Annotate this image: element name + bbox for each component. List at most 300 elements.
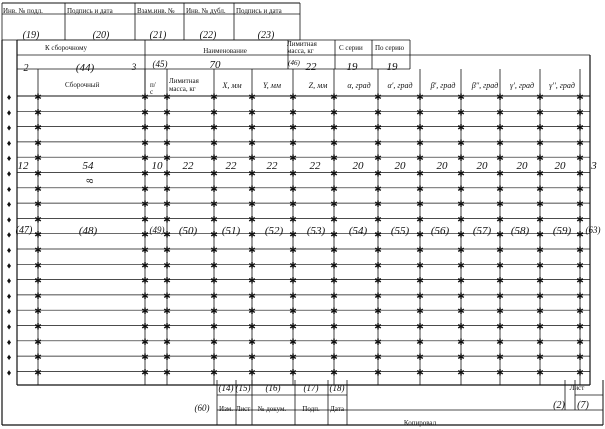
asterisk-mark: ✱ — [210, 229, 218, 240]
asterisk-mark: ✱ — [576, 122, 584, 133]
asterisk-mark: ✱ — [141, 321, 149, 332]
asterisk-mark: ✱ — [34, 275, 42, 286]
asterisk-mark: ✱ — [374, 199, 382, 210]
asterisk-mark: ✱ — [416, 153, 424, 164]
asterisk-mark: ✱ — [576, 352, 584, 363]
asterisk-mark: ✱ — [496, 290, 504, 301]
asterisk-mark: ✱ — [248, 183, 256, 194]
asterisk-mark: ✱ — [496, 199, 504, 210]
asterisk-mark: ✱ — [374, 275, 382, 286]
code-53: (53) — [306, 225, 326, 237]
asterisk-mark: ✱ — [496, 306, 504, 317]
asterisk-mark: ✱ — [141, 260, 149, 271]
asterisk-mark: ✱ — [330, 107, 338, 118]
asterisk-mark: ✱ — [496, 122, 504, 133]
row-diamond-mark: ♦ — [6, 137, 12, 148]
asterisk-mark: ✱ — [34, 321, 42, 332]
width-20c: 20 — [436, 160, 448, 172]
asterisk-mark: ✱ — [330, 290, 338, 301]
asterisk-mark: ✱ — [576, 290, 584, 301]
asterisk-mark: ✱ — [457, 336, 465, 347]
asterisk-mark: ✱ — [457, 306, 465, 317]
width-20f: 20 — [554, 160, 566, 172]
width-22a: 22 — [182, 160, 194, 172]
asterisk-mark: ✱ — [457, 92, 465, 102]
header-name: Наименование — [203, 47, 247, 55]
asterisk-mark: ✱ — [289, 183, 297, 194]
asterisk-mark: ✱ — [576, 214, 584, 225]
footer-c17: (17) — [303, 383, 319, 393]
asterisk-mark: ✱ — [576, 199, 584, 210]
asterisk-mark: ✱ — [330, 352, 338, 363]
asterisk-mark: ✱ — [576, 306, 584, 317]
row-diamond-mark: ♦ — [6, 321, 12, 332]
asterisk-mark: ✱ — [289, 306, 297, 317]
asterisk-mark: ✱ — [248, 290, 256, 301]
asterisk-mark: ✱ — [330, 92, 338, 102]
asterisk-mark: ✱ — [416, 245, 424, 255]
asterisk-mark: ✱ — [330, 199, 338, 210]
asterisk-mark: ✱ — [141, 199, 149, 210]
asterisk-mark: ✱ — [163, 321, 171, 332]
asterisk-mark: ✱ — [416, 92, 424, 102]
stamp-label-sign-date-1: Подпись и дата — [67, 7, 113, 15]
asterisk-mark: ✱ — [210, 122, 218, 133]
stamp-label-inv-podl: Инв. № подл. — [3, 7, 43, 15]
footer-list: Лист — [235, 405, 251, 413]
asterisk-mark: ✱ — [576, 153, 584, 164]
asterisk-mark: ✱ — [374, 137, 382, 148]
asterisk-mark: ✱ — [163, 183, 171, 194]
asterisk-mark: ✱ — [374, 229, 382, 240]
asterisk-mark: ✱ — [34, 153, 42, 164]
asterisk-mark: ✱ — [210, 321, 218, 332]
col-x: X, мм — [222, 81, 242, 90]
asterisk-mark: ✱ — [289, 153, 297, 164]
asterisk-mark: ✱ — [289, 214, 297, 225]
row-diamond-mark: ♦ — [6, 107, 12, 118]
col-y: Y, мм — [263, 81, 281, 90]
asterisk-mark: ✱ — [248, 306, 256, 317]
width-20a: 20 — [352, 160, 364, 172]
asterisk-mark: ✱ — [289, 122, 297, 133]
asterisk-mark: ✱ — [416, 260, 424, 271]
asterisk-mark: ✱ — [289, 275, 297, 286]
stamp-label-sign-date-2: Подпись и дата — [236, 7, 282, 15]
asterisk-mark: ✱ — [374, 153, 382, 164]
asterisk-mark: ✱ — [141, 168, 149, 179]
asterisk-mark: ✱ — [163, 214, 171, 225]
asterisk-mark: ✱ — [536, 183, 544, 194]
asterisk-mark: ✱ — [141, 367, 149, 378]
asterisk-mark: ✱ — [536, 260, 544, 271]
asterisk-mark: ✱ — [141, 92, 149, 102]
asterisk-mark: ✱ — [496, 275, 504, 286]
asterisk-mark: ✱ — [536, 122, 544, 133]
row-diamond-mark: ♦ — [6, 183, 12, 194]
stamp-label-inv-dubl: Инв. № дубл. — [186, 7, 226, 15]
header-to-series: По серию — [375, 44, 405, 52]
asterisk-mark: ✱ — [34, 352, 42, 363]
asterisk-mark: ✱ — [289, 290, 297, 301]
row2-n70: 70 — [209, 59, 221, 71]
width-22d: 22 — [309, 160, 321, 172]
asterisk-mark: ✱ — [416, 183, 424, 194]
row-diamond-mark: ♦ — [6, 367, 12, 378]
asterisk-mark: ✱ — [34, 183, 42, 194]
asterisk-mark: ✱ — [496, 260, 504, 271]
asterisk-mark: ✱ — [374, 107, 382, 118]
width-20b: 20 — [394, 160, 406, 172]
asterisk-mark: ✱ — [210, 92, 218, 102]
stamp-code-22: (22) — [199, 30, 217, 41]
asterisk-mark: ✱ — [210, 352, 218, 363]
row2-code46: (46) — [288, 59, 300, 67]
asterisk-mark: ✱ — [248, 107, 256, 118]
asterisk-mark: ✱ — [248, 153, 256, 164]
asterisk-mark: ✱ — [536, 321, 544, 332]
asterisk-mark: ✱ — [457, 352, 465, 363]
asterisk-mark: ✱ — [496, 229, 504, 240]
asterisk-mark: ✱ — [141, 275, 149, 286]
asterisk-mark: ✱ — [330, 122, 338, 133]
asterisk-mark: ✱ — [210, 199, 218, 210]
asterisk-mark: ✱ — [576, 229, 584, 240]
col-beta2: β'', град — [471, 81, 499, 90]
asterisk-mark: ✱ — [496, 321, 504, 332]
asterisk-mark: ✱ — [374, 352, 382, 363]
asterisk-mark: ✱ — [163, 137, 171, 148]
asterisk-mark: ✱ — [163, 168, 171, 179]
col-gamma1: γ', град — [509, 81, 535, 90]
asterisk-mark: ✱ — [210, 306, 218, 317]
asterisk-mark: ✱ — [496, 168, 504, 179]
code-52: (52) — [264, 225, 284, 237]
row-diamond-mark: ♦ — [6, 92, 12, 102]
footer-data: Дата — [330, 405, 344, 413]
asterisk-mark: ✱ — [374, 183, 382, 194]
asterisk-mark: ✱ — [416, 214, 424, 225]
asterisk-mark: ✱ — [163, 153, 171, 164]
asterisk-mark: ✱ — [457, 321, 465, 332]
asterisk-mark: ✱ — [576, 245, 584, 255]
asterisk-mark: ✱ — [536, 352, 544, 363]
asterisk-mark: ✱ — [576, 92, 584, 102]
asterisk-mark: ✱ — [330, 306, 338, 317]
footer-ndoc: № докум. — [257, 405, 287, 413]
asterisk-mark: ✱ — [536, 153, 544, 164]
width-22c: 22 — [266, 160, 278, 172]
asterisk-mark: ✱ — [374, 367, 382, 378]
asterisk-mark: ✱ — [457, 137, 465, 148]
asterisk-mark: ✱ — [457, 260, 465, 271]
asterisk-mark: ✱ — [141, 153, 149, 164]
asterisk-mark: ✱ — [210, 290, 218, 301]
asterisk-mark: ✱ — [457, 229, 465, 240]
asterisk-mark: ✱ — [536, 245, 544, 255]
code-54: (54) — [348, 225, 368, 237]
asterisk-mark: ✱ — [141, 290, 149, 301]
asterisk-mark: ✱ — [536, 290, 544, 301]
code-48: (48) — [78, 225, 98, 237]
asterisk-mark: ✱ — [141, 137, 149, 148]
code-58: (58) — [510, 225, 530, 237]
asterisk-mark: ✱ — [34, 137, 42, 148]
asterisk-mark: ✱ — [416, 336, 424, 347]
asterisk-mark: ✱ — [416, 275, 424, 286]
row-diamond-mark: ♦ — [6, 290, 12, 301]
asterisk-mark: ✱ — [330, 229, 338, 240]
asterisk-mark: ✱ — [289, 367, 297, 378]
asterisk-mark: ✱ — [163, 290, 171, 301]
asterisk-mark: ✱ — [210, 107, 218, 118]
asterisk-mark: ✱ — [289, 245, 297, 255]
asterisk-mark: ✱ — [457, 214, 465, 225]
code-49: (49) — [149, 225, 165, 235]
row-diamond-mark: ♦ — [6, 122, 12, 133]
asterisk-mark: ✱ — [457, 122, 465, 133]
asterisk-mark: ✱ — [374, 168, 382, 179]
asterisk-mark: ✱ — [163, 260, 171, 271]
asterisk-mark: ✱ — [163, 199, 171, 210]
asterisk-mark: ✱ — [163, 352, 171, 363]
asterisk-mark: ✱ — [536, 199, 544, 210]
stamp-code-21: (21) — [149, 30, 167, 41]
asterisk-mark: ✱ — [248, 367, 256, 378]
asterisk-mark: ✱ — [141, 245, 149, 255]
code-55: (55) — [390, 225, 410, 237]
asterisk-mark: ✱ — [34, 336, 42, 347]
width-8: 8 — [85, 178, 95, 184]
row-diamond-mark: ♦ — [6, 168, 12, 179]
asterisk-mark: ✱ — [248, 229, 256, 240]
asterisk-mark: ✱ — [163, 306, 171, 317]
asterisk-mark: ✱ — [576, 275, 584, 286]
asterisk-mark: ✱ — [374, 260, 382, 271]
asterisk-mark: ✱ — [416, 290, 424, 301]
asterisk-mark: ✱ — [141, 352, 149, 363]
asterisk-mark: ✱ — [141, 107, 149, 118]
col-assembly: Сборочный — [65, 81, 100, 89]
asterisk-mark: ✱ — [416, 367, 424, 378]
header-limit-mass: Лимитная масса, кг — [287, 40, 317, 55]
asterisk-mark: ✱ — [457, 107, 465, 118]
asterisk-mark: ✱ — [141, 229, 149, 240]
footer-copied: Копировал — [403, 419, 437, 427]
col-alpha1: α, град — [347, 81, 371, 90]
asterisk-mark: ✱ — [457, 275, 465, 286]
row-diamond-mark: ♦ — [6, 336, 12, 347]
row2-n3: 3 — [131, 62, 137, 72]
header-to-assembly: К сборочному — [45, 44, 88, 52]
asterisk-mark: ✱ — [416, 122, 424, 133]
asterisk-mark: ✱ — [536, 367, 544, 378]
footer-c18: (18) — [329, 383, 345, 393]
col-beta1: β', град — [430, 81, 456, 90]
asterisk-mark: ✱ — [576, 137, 584, 148]
asterisk-mark: ✱ — [576, 336, 584, 347]
asterisk-mark: ✱ — [289, 352, 297, 363]
asterisk-mark: ✱ — [289, 137, 297, 148]
width-22b: 22 — [225, 160, 237, 172]
row2-marker: 2 — [23, 63, 29, 74]
asterisk-mark: ✱ — [289, 92, 297, 102]
asterisk-mark: ✱ — [330, 183, 338, 194]
asterisk-mark: ✱ — [248, 275, 256, 286]
asterisk-mark: ✱ — [34, 92, 42, 102]
asterisk-mark: ✱ — [289, 260, 297, 271]
asterisk-mark: ✱ — [374, 321, 382, 332]
asterisk-mark: ✱ — [374, 92, 382, 102]
code-57: (57) — [472, 225, 492, 237]
footer-podp: Подп. — [302, 405, 320, 413]
row2-code45: (45) — [152, 59, 168, 69]
asterisk-mark: ✱ — [210, 153, 218, 164]
asterisk-mark: ✱ — [457, 183, 465, 194]
asterisk-mark: ✱ — [248, 245, 256, 255]
asterisk-mark: ✱ — [576, 321, 584, 332]
asterisk-mark: ✱ — [496, 352, 504, 363]
asterisk-mark: ✱ — [210, 245, 218, 255]
asterisk-mark: ✱ — [330, 367, 338, 378]
footer-c7: (7) — [577, 400, 589, 411]
width-20d: 20 — [476, 160, 488, 172]
asterisk-mark: ✱ — [289, 168, 297, 179]
footer-c2: (2) — [553, 400, 565, 411]
asterisk-mark: ✱ — [496, 214, 504, 225]
col-pn: п/с — [150, 81, 156, 96]
asterisk-mark: ✱ — [457, 168, 465, 179]
asterisk-mark: ✱ — [536, 92, 544, 102]
asterisk-mark: ✱ — [163, 367, 171, 378]
asterisk-mark: ✱ — [163, 229, 171, 240]
row2-n19a: 19 — [346, 61, 358, 73]
asterisk-mark: ✱ — [34, 122, 42, 133]
asterisk-mark: ✱ — [496, 367, 504, 378]
asterisk-mark: ✱ — [289, 199, 297, 210]
asterisk-mark: ✱ — [141, 183, 149, 194]
asterisk-mark: ✱ — [248, 122, 256, 133]
asterisk-mark: ✱ — [34, 245, 42, 255]
asterisk-mark: ✱ — [416, 168, 424, 179]
width-54: 54 — [82, 160, 94, 172]
footer-izm: Изм. — [219, 405, 233, 413]
row-diamond-mark: ♦ — [6, 199, 12, 210]
asterisk-mark: ✱ — [210, 183, 218, 194]
row-diamond-mark: ♦ — [6, 153, 12, 164]
asterisk-mark: ✱ — [330, 275, 338, 286]
asterisk-mark: ✱ — [163, 122, 171, 133]
asterisk-mark: ✱ — [34, 168, 42, 179]
asterisk-mark: ✱ — [576, 367, 584, 378]
asterisk-mark: ✱ — [210, 336, 218, 347]
asterisk-mark: ✱ — [248, 92, 256, 102]
asterisk-mark: ✱ — [141, 336, 149, 347]
asterisk-mark: ✱ — [536, 137, 544, 148]
asterisk-mark: ✱ — [163, 245, 171, 255]
code-63: (63) — [585, 225, 601, 235]
asterisk-mark: ✱ — [34, 229, 42, 240]
asterisk-mark: ✱ — [496, 107, 504, 118]
asterisk-mark: ✱ — [496, 245, 504, 255]
asterisk-mark: ✱ — [210, 214, 218, 225]
asterisk-mark: ✱ — [330, 137, 338, 148]
asterisk-mark: ✱ — [416, 229, 424, 240]
row2-n22: 22 — [305, 61, 317, 73]
asterisk-mark: ✱ — [416, 107, 424, 118]
code-51: (51) — [221, 225, 241, 237]
asterisk-mark: ✱ — [330, 321, 338, 332]
header-from-series: С серии — [339, 44, 363, 52]
asterisk-mark: ✱ — [289, 107, 297, 118]
asterisk-mark: ✱ — [496, 153, 504, 164]
asterisk-mark: ✱ — [330, 214, 338, 225]
width-20e: 20 — [516, 160, 528, 172]
stamp-code-23: (23) — [257, 30, 275, 41]
asterisk-mark: ✱ — [34, 107, 42, 118]
code-59: (59) — [552, 225, 572, 237]
asterisk-mark: ✱ — [248, 321, 256, 332]
code-47: (47) — [15, 225, 33, 236]
asterisk-mark: ✱ — [210, 137, 218, 148]
asterisk-mark: ✱ — [496, 137, 504, 148]
stamp-code-19: (19) — [22, 30, 40, 41]
asterisk-mark: ✱ — [289, 321, 297, 332]
asterisk-mark: ✱ — [536, 229, 544, 240]
row2-n19b: 19 — [386, 61, 398, 73]
asterisk-mark: ✱ — [496, 183, 504, 194]
asterisk-mark: ✱ — [496, 336, 504, 347]
col-limit-mass: Лимитная масса, кг — [169, 77, 199, 93]
footer-c14: (14) — [218, 383, 234, 393]
asterisk-mark: ✱ — [210, 367, 218, 378]
asterisk-mark: ✱ — [457, 153, 465, 164]
asterisk-mark: ✱ — [536, 275, 544, 286]
asterisk-mark: ✱ — [457, 199, 465, 210]
asterisk-mark: ✱ — [536, 168, 544, 179]
asterisk-mark: ✱ — [34, 367, 42, 378]
row-diamond-mark: ♦ — [6, 260, 12, 271]
asterisk-mark: ✱ — [576, 260, 584, 271]
row-diamond-mark: ♦ — [6, 352, 12, 363]
asterisk-mark: ✱ — [141, 306, 149, 317]
asterisk-mark: ✱ — [330, 336, 338, 347]
footer-sheet-label: Лист — [569, 384, 585, 392]
asterisk-mark: ✱ — [163, 92, 171, 102]
asterisk-mark: ✱ — [210, 260, 218, 271]
asterisk-mark: ✱ — [34, 214, 42, 225]
asterisk-mark: ✱ — [374, 290, 382, 301]
asterisk-mark: ✱ — [416, 352, 424, 363]
asterisk-mark: ✱ — [374, 214, 382, 225]
row2-code44: (44) — [75, 62, 95, 74]
width-3: 3 — [591, 160, 597, 172]
asterisk-mark: ✱ — [289, 229, 297, 240]
asterisk-mark: ✱ — [374, 245, 382, 255]
code-50: (50) — [178, 225, 198, 237]
asterisk-mark: ✱ — [496, 92, 504, 102]
asterisk-mark: ✱ — [576, 183, 584, 194]
asterisk-mark: ✱ — [536, 107, 544, 118]
asterisk-mark: ✱ — [141, 122, 149, 133]
code-56: (56) — [430, 225, 450, 237]
asterisk-mark: ✱ — [457, 367, 465, 378]
asterisk-mark: ✱ — [457, 245, 465, 255]
asterisk-mark: ✱ — [248, 352, 256, 363]
asterisk-mark: ✱ — [416, 137, 424, 148]
asterisk-mark: ✱ — [248, 214, 256, 225]
asterisk-mark: ✱ — [416, 306, 424, 317]
